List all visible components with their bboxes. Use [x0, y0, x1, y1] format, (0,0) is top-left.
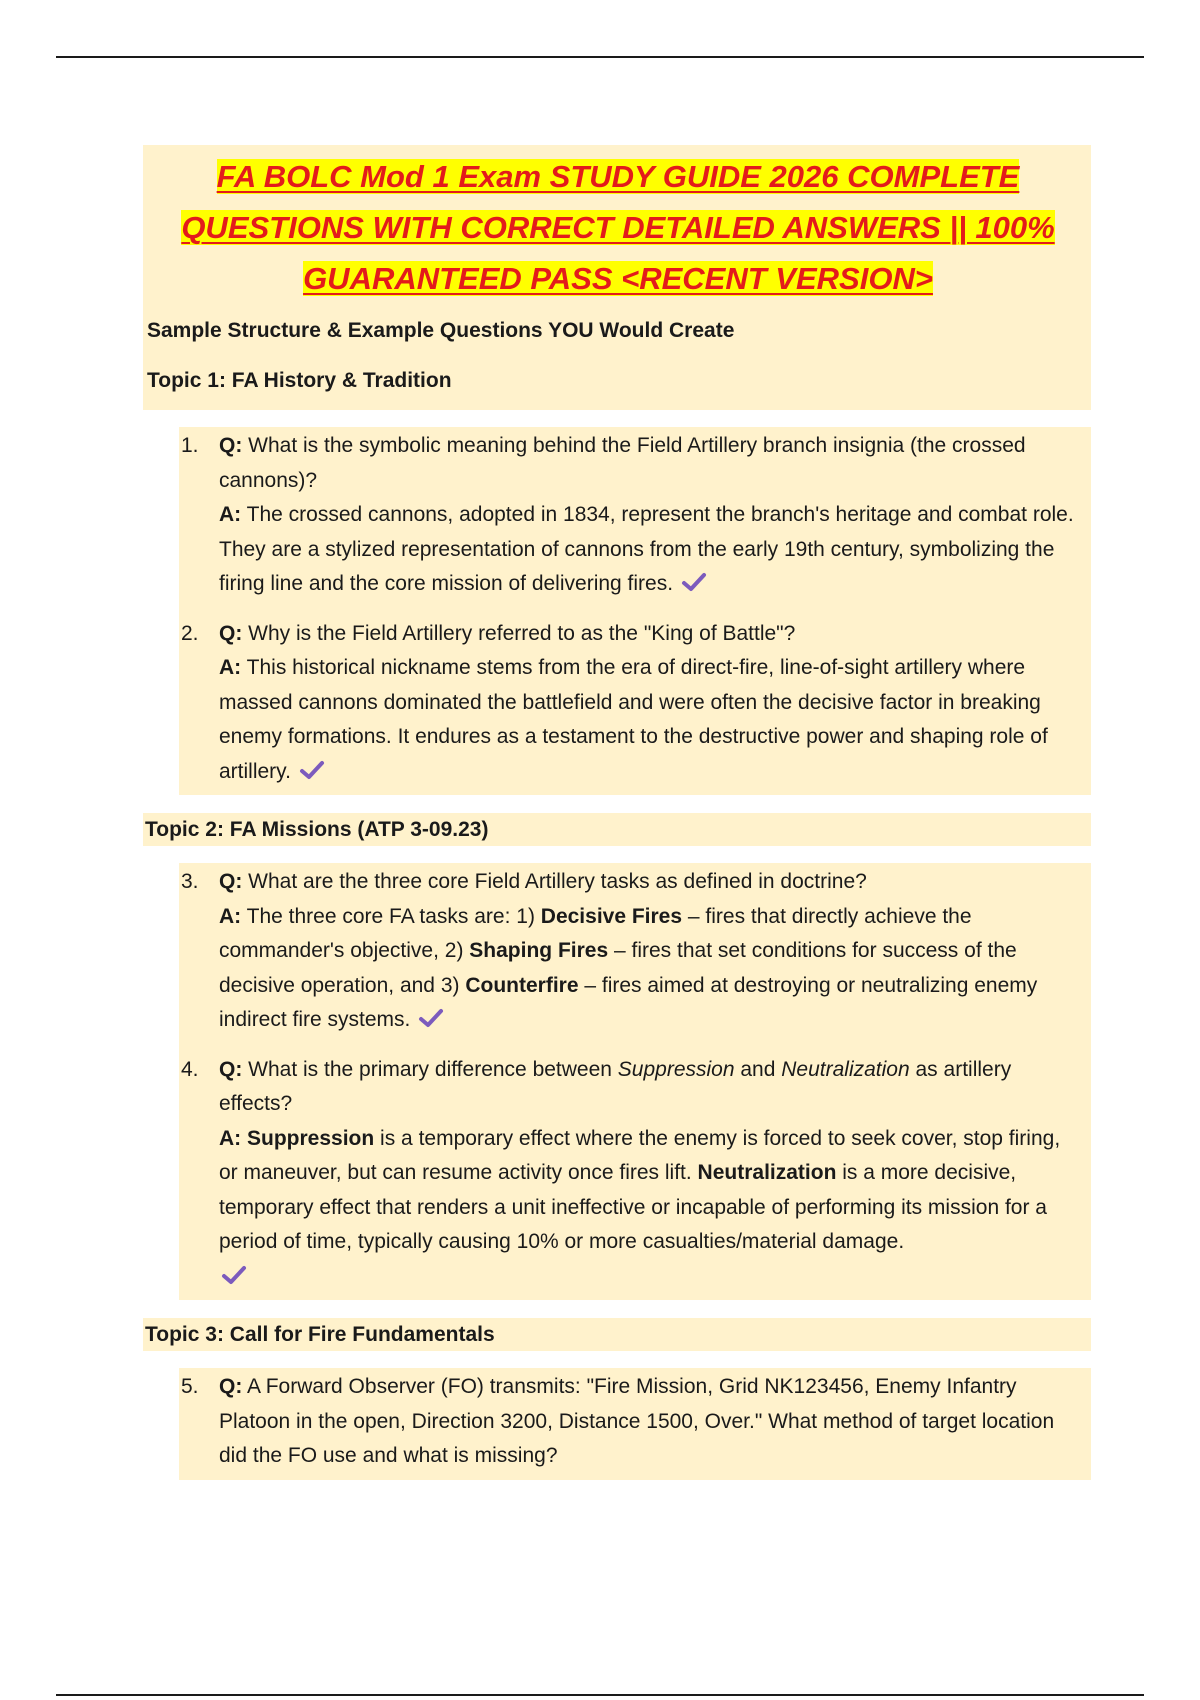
- answer-2-text: This historical nickname stems from the era of direct-fire, line-of-sight artillery where massed cannons dominated the battlefield and were often the decisive factor in breaking enemy formations. It endures as a testament to the destructive power and shaping role of artillery.: [219, 656, 1048, 783]
- question-item-5: [179, 1370, 1091, 1474]
- q-label: Q:: [219, 1375, 243, 1398]
- document-title: [145, 151, 1091, 304]
- a-label: A:: [219, 656, 242, 679]
- title-line-1: FA BOLC Mod 1 Exam STUDY GUIDE 2026 COMPLETE: [216, 159, 1020, 194]
- check-icon: [221, 1264, 247, 1286]
- check-icon: [299, 759, 325, 781]
- answer-4-part: is a temporary effect where the enemy is forced to seek cover, stop firing, or maneuver, but can resume activity once fires lift.: [219, 1126, 1061, 1184]
- question-group-topic-3: [179, 1368, 1091, 1480]
- document-body: [143, 145, 1091, 1480]
- q-label: Q:: [219, 870, 243, 893]
- term-counterfire: Counterfire: [465, 973, 579, 997]
- topic-heading-1: Topic 1: FA History & Tradition: [147, 369, 452, 392]
- a-label: A:: [219, 1126, 242, 1150]
- question-item-2: [179, 617, 1091, 790]
- q-label: Q:: [219, 621, 243, 645]
- answer-3-part: The three core FA tasks are: 1): [246, 904, 541, 928]
- title-line-3: GUARANTEED PASS <RECENT VERSION>: [303, 261, 933, 296]
- footer-rule: [56, 1694, 1144, 1696]
- term-neutralization: Neutralization: [697, 1161, 837, 1184]
- question-3-text: What are the three core Field Artillery tasks as defined in doctrine?: [248, 870, 867, 893]
- question-number: 4.: [181, 1057, 199, 1081]
- check-icon: [418, 1007, 444, 1029]
- q-label: Q:: [219, 434, 243, 457]
- answer-1-text: The crossed cannons, adopted in 1834, represent the branch's heritage and combat role. They are a stylized representation of cannons from the early 19th century, symbolizing the firing line and the core mission of delivering fires.: [219, 503, 1074, 595]
- subtitle: Sample Structure & Example Questions YOU Would Create: [147, 319, 735, 342]
- question-text: [219, 1370, 1079, 1474]
- question-number: 5.: [181, 1375, 199, 1398]
- a-label: A:: [219, 904, 242, 928]
- question-number: 3.: [181, 870, 199, 893]
- check-icon: [681, 571, 707, 593]
- term-shaping-fires: Shaping Fires: [469, 939, 609, 962]
- answer-4-part: is a more decisive, temporary effect that renders a unit ineffective or incapable of performing its mission for a period of time, typically causing 10% or more casualties/material damage.: [219, 1161, 1047, 1253]
- answer-text: [219, 1122, 1079, 1295]
- term-suppression-italic: Suppression: [617, 1057, 735, 1081]
- term-decisive-fires: Decisive Fires: [540, 904, 683, 928]
- question-item-1: [179, 429, 1091, 602]
- title-section: [143, 145, 1091, 410]
- a-label: A:: [219, 503, 242, 526]
- question-5-text: A Forward Observer (FO) transmits: "Fire Mission, Grid NK123456, Enemy Infantry Platoon in the open, Direction 3200, Distance 1500, Over." What method of target location did the FO use and what is missing?: [219, 1375, 1055, 1467]
- answer-text: [219, 498, 1079, 602]
- question-text: [219, 1053, 1079, 1122]
- title-line-2: QUESTIONS WITH CORRECT DETAILED ANSWERS || 100%: [181, 210, 1055, 245]
- question-text: [219, 865, 1079, 900]
- answer-3-part: – fires aimed at destroying or neutralizing enemy indirect fire systems.: [219, 973, 1038, 1031]
- question-text: [219, 617, 1079, 652]
- question-text: [219, 429, 1079, 498]
- answer-3-part: – fires that set conditions for success of the decisive operation, and 3): [219, 939, 1017, 997]
- topic-heading-2: Topic 2: FA Missions (ATP 3-09.23): [143, 813, 1091, 846]
- answer-text: [219, 651, 1079, 789]
- question-item-3: [179, 865, 1091, 1038]
- question-group-topic-1: [179, 427, 1091, 795]
- term-suppression: Suppression: [247, 1126, 375, 1150]
- question-4-part: What is the primary difference between: [248, 1057, 618, 1081]
- question-2-text: Why is the Field Artillery referred to as the "King of Battle"?: [248, 621, 796, 645]
- q-label: Q:: [219, 1057, 243, 1081]
- question-1-text: What is the symbolic meaning behind the Field Artillery branch insignia (the crossed cannons)?: [219, 434, 1026, 492]
- question-number: 1.: [181, 434, 199, 457]
- answer-text: [219, 900, 1079, 1038]
- term-neutralization-italic: Neutralization: [781, 1057, 910, 1081]
- question-number: 2.: [181, 621, 199, 645]
- answer-3-part: – fires that directly achieve the commander's objective, 2): [219, 904, 972, 962]
- question-4-part: as artillery effects?: [219, 1057, 1012, 1115]
- header-rule: [56, 56, 1144, 58]
- question-group-topic-2: [179, 863, 1091, 1300]
- topic-heading-3: Topic 3: Call for Fire Fundamentals: [143, 1318, 1091, 1351]
- question-item-4: [179, 1053, 1091, 1295]
- question-4-part: and: [734, 1057, 782, 1081]
